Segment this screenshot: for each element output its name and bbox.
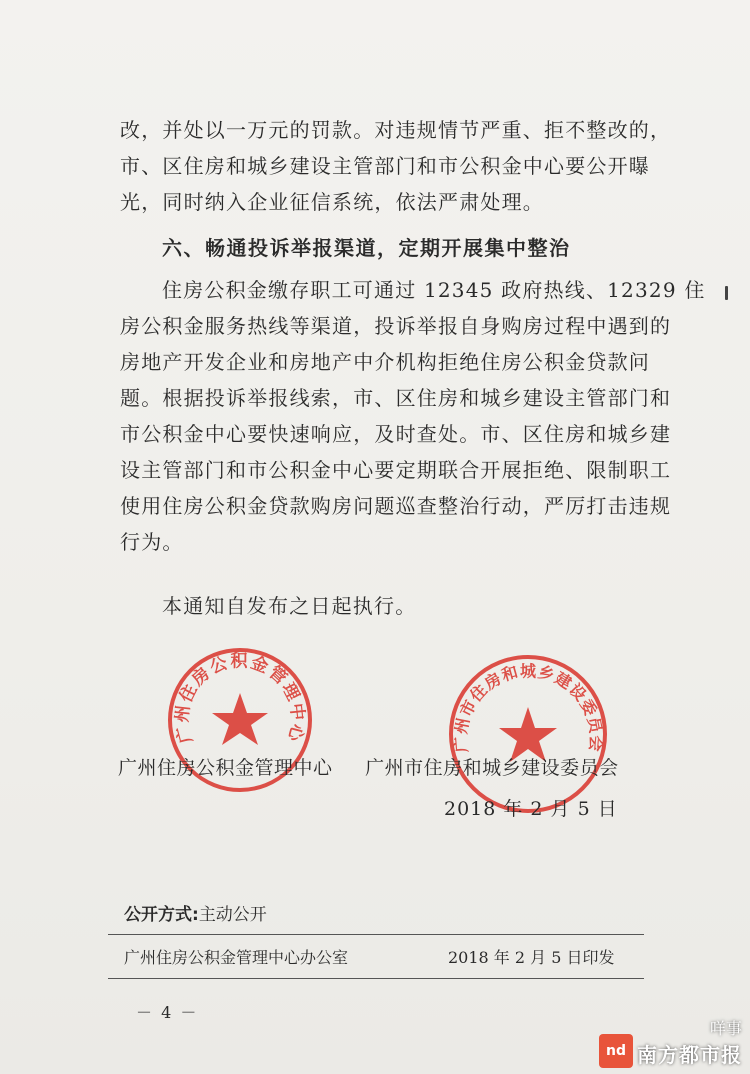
seal-left-text: 广州住房公积金管理中心: [172, 651, 308, 746]
footer-issuer: 广州住房公积金管理中心办公室: [124, 948, 349, 967]
disclosure-value: 主动公开: [198, 905, 267, 925]
scan-speck: [725, 286, 728, 300]
disclosure-method: [124, 900, 267, 925]
text-line: 市、区住房和城乡建设主管部门和市公积金中心要公开曝: [120, 154, 650, 178]
footer-issue-date: 2018 年 2 月 5 日印发: [448, 948, 615, 967]
official-seal-right: [446, 652, 611, 817]
footer-rule-bottom: [108, 978, 644, 979]
signature-date: 2018 年 2 月 5 日: [444, 798, 618, 820]
watermark-bottom: 南方都市报: [637, 1043, 742, 1067]
paragraph-complaints: [120, 272, 706, 560]
paragraph-effective: 本通知自发布之日起执行。: [162, 594, 417, 618]
text-line: 题。根据投诉举报线索，市、区住房和城乡建设主管部门和: [120, 386, 672, 410]
text-line: 使用住房公积金贷款购房问题巡查整治行动，严厉打击违规: [120, 494, 672, 518]
signer-right: 广州市住房和城乡建设委员会: [365, 757, 619, 779]
text-line: 房公积金服务热线等渠道，投诉举报自身购房过程中遇到的: [120, 314, 672, 338]
disclosure-label: 公开方式:: [124, 905, 199, 925]
signatories: [118, 753, 645, 780]
text-line: 改，并处以一万元的罚款。对违规情节严重、拒不整改的，: [120, 118, 672, 142]
footer-rule-top: [108, 934, 644, 935]
page-number: － 4 －: [136, 1003, 199, 1022]
watermark-text: [637, 1016, 742, 1068]
text-line: 设主管部门和市公积金中心要定期联合开展拒绝、限制职工: [120, 458, 672, 482]
text-line: 市公积金中心要快速响应，及时查处。市、区住房和城乡建: [120, 422, 672, 446]
watermark-top: 咩事: [709, 1019, 742, 1038]
text-line: 行为。: [120, 530, 184, 554]
newspaper-logo-icon: nd: [599, 1034, 633, 1068]
seal-right-text: 广州市住房和城乡建设委员会: [451, 661, 606, 754]
signer-left: 广州住房公积金管理中心: [118, 757, 333, 779]
star-icon: [212, 693, 268, 745]
text-line: 住房公积金缴存职工可通过 12345 政府热线、12329 住: [162, 278, 706, 302]
text-line: 光，同时纳入企业征信系统，依法严肃处理。: [120, 190, 544, 214]
newspaper-watermark: [599, 1016, 742, 1068]
section-heading: 六、畅通投诉举报渠道，定期开展集中整治: [162, 236, 571, 260]
paragraph-penalty: [120, 112, 672, 220]
text-line: 房地产开发企业和房地产中介机构拒绝住房公积金贷款问: [120, 350, 650, 374]
